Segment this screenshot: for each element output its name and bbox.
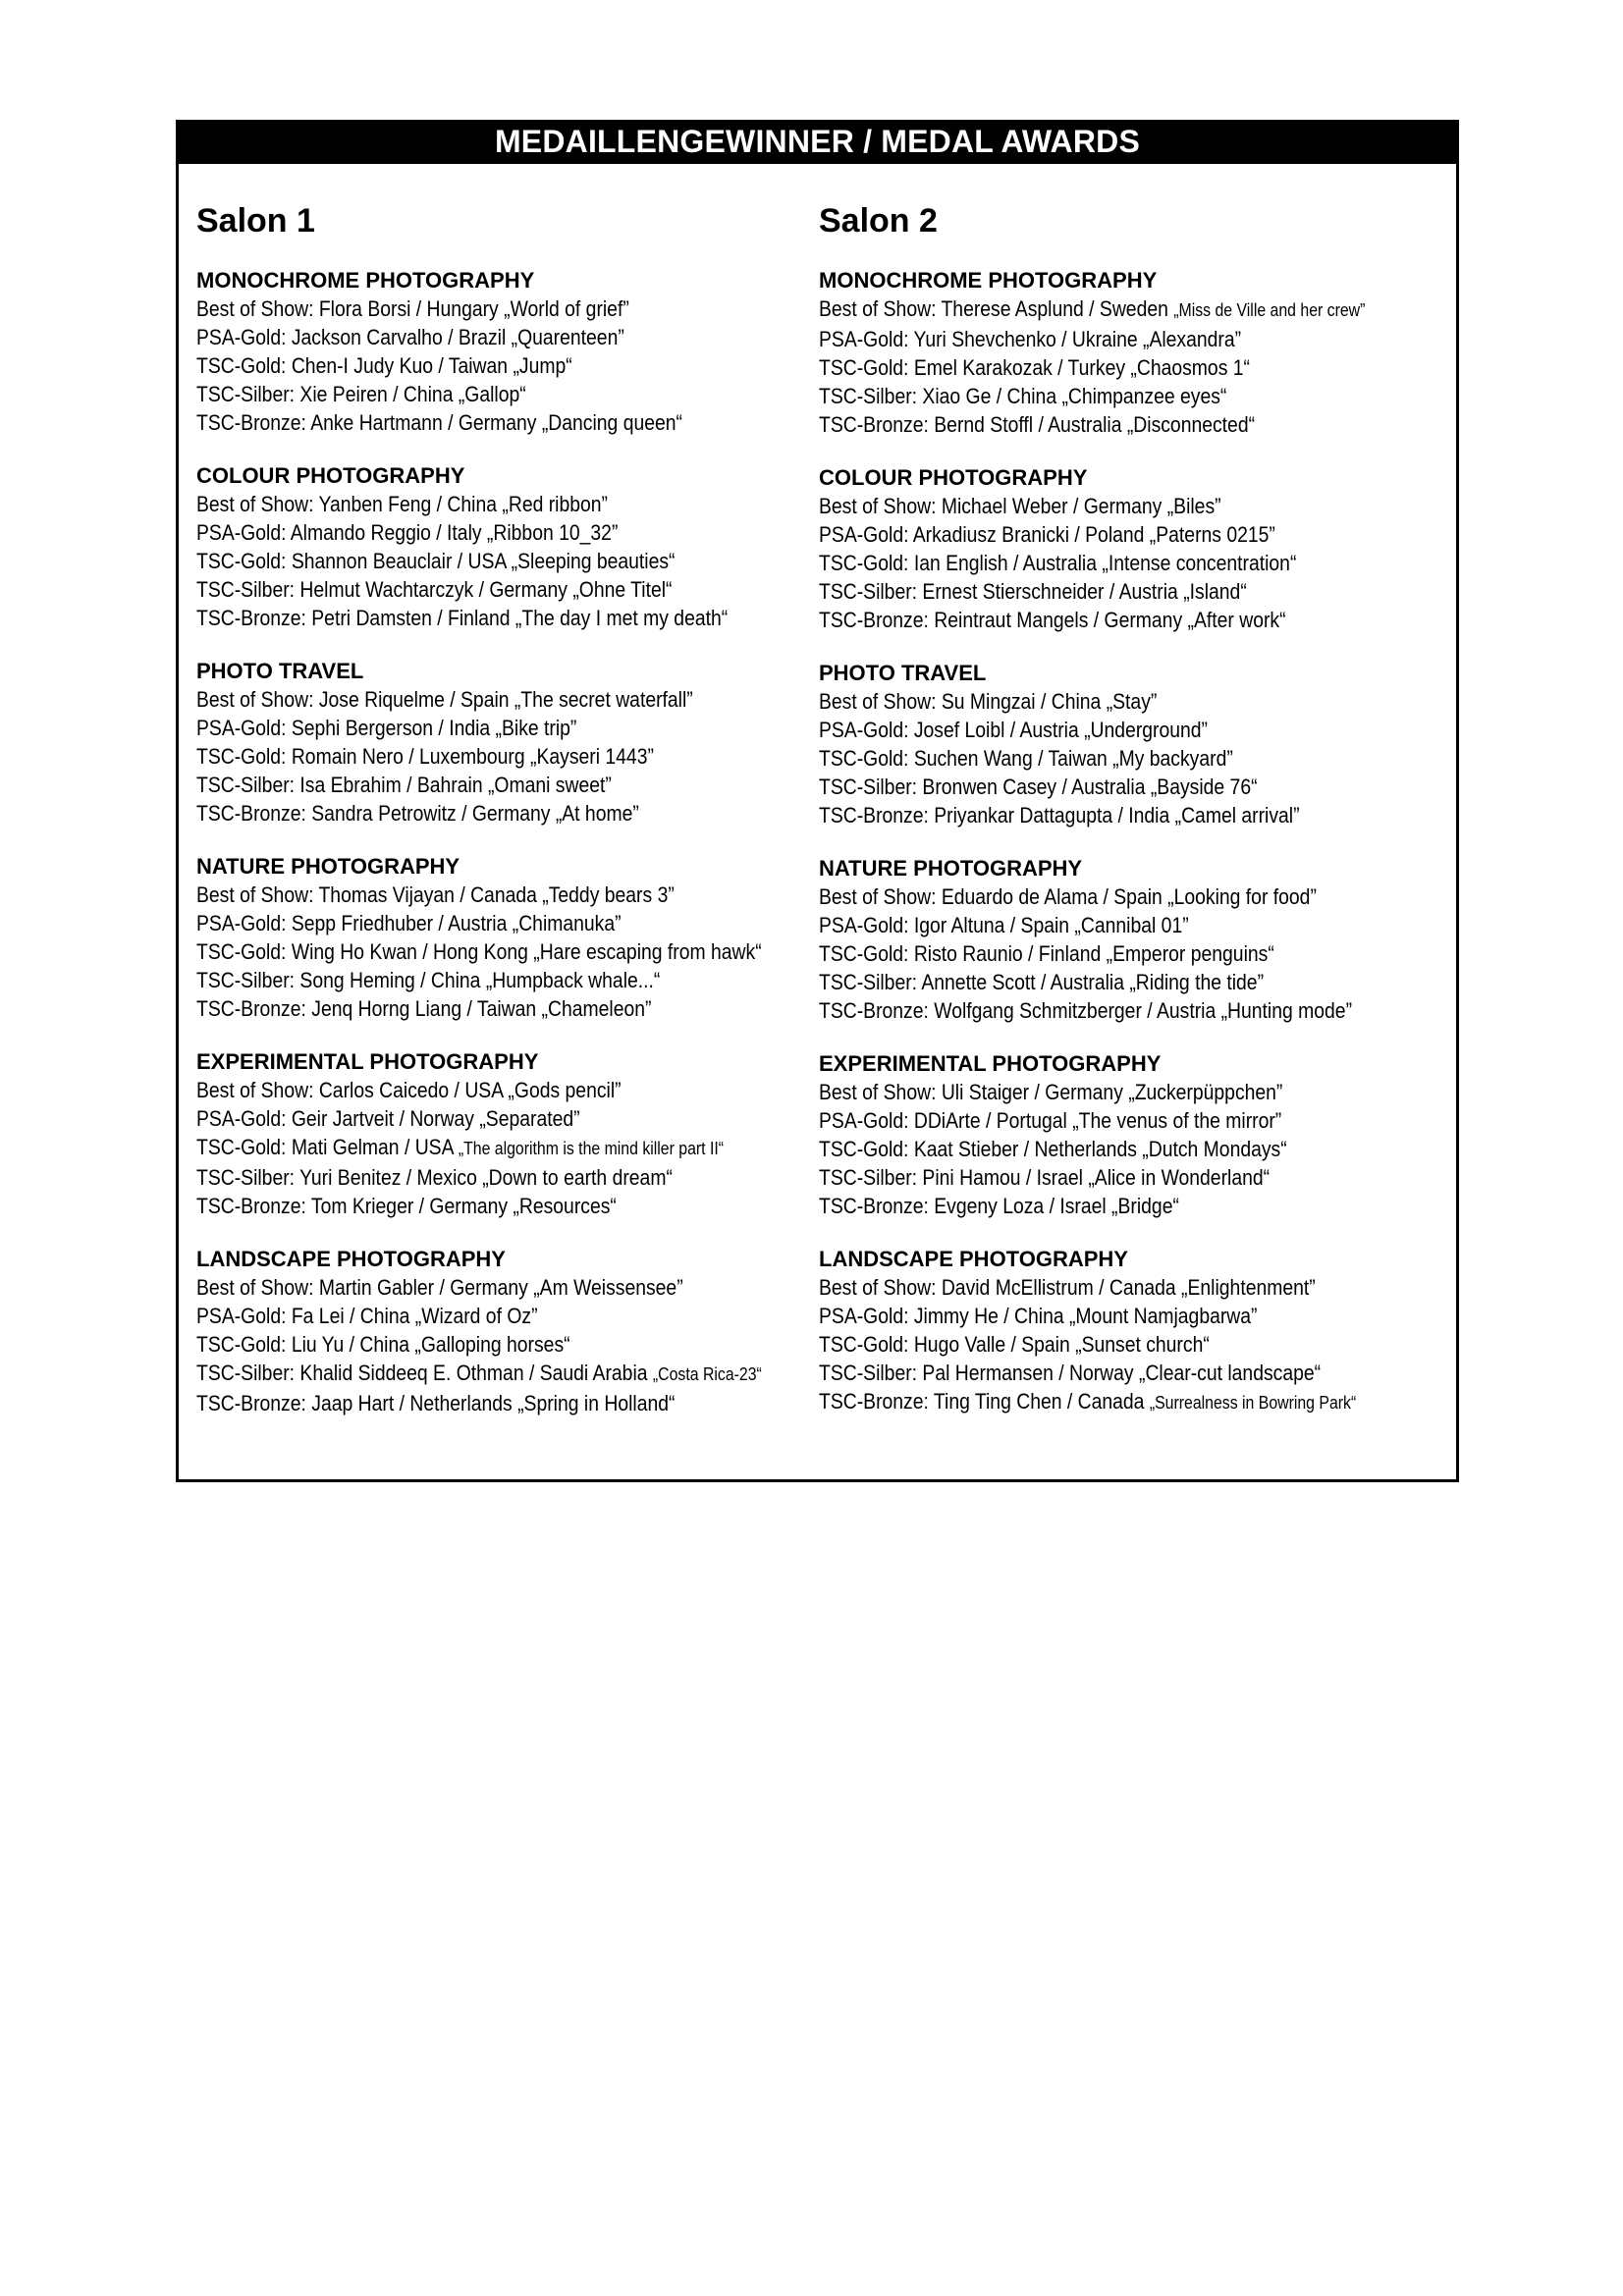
award-text: TSC-Gold: Wing Ho Kwan / Hong Kong „Hare escaping from hawk“ bbox=[196, 939, 762, 964]
award-text: Best of Show: Jose Riquelme / Spain „The secret waterfall” bbox=[196, 687, 693, 712]
medal-awards-box bbox=[176, 120, 1459, 1482]
award-category bbox=[819, 1049, 1447, 1220]
award-text: TSC-Gold: Liu Yu / China „Galloping horses“ bbox=[196, 1332, 570, 1357]
award-category bbox=[819, 266, 1447, 439]
award-line bbox=[196, 1133, 749, 1163]
award-text: TSC-Silber: Ernest Stierschneider / Austria „Island“ bbox=[819, 579, 1247, 604]
award-text: TSC-Gold: Mati Gelman / USA bbox=[196, 1135, 459, 1159]
salon-1-column bbox=[196, 201, 825, 1442]
category-title: COLOUR PHOTOGRAPHY bbox=[819, 465, 1088, 490]
award-category bbox=[196, 657, 825, 828]
award-text: TSC-Gold: Kaat Stieber / Netherlands „Dutch Mondays“ bbox=[819, 1137, 1287, 1161]
award-line bbox=[819, 1302, 1372, 1330]
award-title-small: „Surrealness in Bowring Park“ bbox=[1149, 1393, 1357, 1413]
award-text: TSC-Silber: Isa Ebrahim / Bahrain „Omani sweet” bbox=[196, 773, 612, 797]
award-text: TSC-Gold: Ian English / Australia „Intense concentration“ bbox=[819, 551, 1297, 575]
award-text: Best of Show: Flora Borsi / Hungary „World of grief” bbox=[196, 296, 629, 321]
award-line bbox=[819, 1192, 1372, 1220]
award-line bbox=[196, 547, 749, 575]
award-line bbox=[196, 1104, 749, 1133]
award-text: Best of Show: David McEllistrum / Canada „Enlightenment” bbox=[819, 1275, 1316, 1300]
award-line bbox=[196, 909, 749, 937]
award-line bbox=[819, 882, 1372, 911]
award-text: TSC-Silber: Pal Hermansen / Norway „Clear-cut landscape“ bbox=[819, 1361, 1322, 1385]
award-line bbox=[196, 323, 749, 351]
salon-heading: Salon 1 bbox=[196, 202, 315, 240]
award-text: TSC-Gold: Risto Raunio / Finland „Emperor penguins“ bbox=[819, 941, 1274, 966]
award-line bbox=[196, 1330, 749, 1359]
award-line bbox=[819, 549, 1372, 577]
award-text: TSC-Silber: Annette Scott / Australia „Riding the tide” bbox=[819, 970, 1265, 994]
award-line bbox=[196, 881, 749, 909]
award-line bbox=[819, 1359, 1372, 1387]
award-line bbox=[196, 685, 749, 714]
award-text: TSC-Bronze: Tom Krieger / Germany „Resources“ bbox=[196, 1194, 617, 1218]
award-text: PSA-Gold: Yuri Shevchenko / Ukraine „Alexandra” bbox=[819, 327, 1242, 351]
award-text: TSC-Gold: Suchen Wang / Taiwan „My backyard” bbox=[819, 746, 1233, 771]
award-line bbox=[819, 968, 1372, 996]
award-line bbox=[819, 1163, 1372, 1192]
award-line bbox=[819, 410, 1372, 439]
award-category bbox=[196, 1047, 825, 1220]
award-category bbox=[819, 854, 1447, 1025]
award-line bbox=[819, 1330, 1372, 1359]
award-line bbox=[819, 939, 1372, 968]
award-text: TSC-Silber: Khalid Siddeeq E. Othman / Saudi Arabia bbox=[196, 1361, 653, 1385]
award-line bbox=[196, 408, 749, 437]
award-text: TSC-Silber: Xiao Ge / China „Chimpanzee eyes“ bbox=[819, 384, 1227, 408]
award-line bbox=[196, 966, 749, 994]
award-line bbox=[819, 1078, 1372, 1106]
award-line bbox=[819, 577, 1372, 606]
award-text: PSA-Gold: Igor Altuna / Spain „Cannibal 01” bbox=[819, 913, 1189, 937]
award-text: Best of Show: Martin Gabler / Germany „Am Weissensee” bbox=[196, 1275, 683, 1300]
award-text: TSC-Gold: Hugo Valle / Spain „Sunset church“ bbox=[819, 1332, 1210, 1357]
award-line bbox=[196, 1389, 749, 1417]
award-text: TSC-Gold: Chen-I Judy Kuo / Taiwan „Jump“ bbox=[196, 353, 572, 378]
award-line bbox=[819, 687, 1372, 716]
award-category bbox=[196, 266, 825, 437]
award-text: Best of Show: Su Mingzai / China „Stay” bbox=[819, 689, 1158, 714]
award-text: TSC-Bronze: Priyankar Dattagupta / India „Camel arrival” bbox=[819, 803, 1300, 828]
award-line bbox=[819, 801, 1372, 829]
award-text: PSA-Gold: Fa Lei / China „Wizard of Oz” bbox=[196, 1304, 538, 1328]
award-line bbox=[196, 994, 749, 1023]
award-line bbox=[196, 1302, 749, 1330]
award-text: PSA-Gold: Josef Loibl / Austria „Underground” bbox=[819, 718, 1209, 742]
award-text: TSC-Bronze: Sandra Petrowitz / Germany „At home” bbox=[196, 801, 639, 826]
salon-2-column bbox=[819, 201, 1447, 1442]
title-bar bbox=[179, 123, 1456, 164]
award-category bbox=[819, 463, 1447, 634]
award-line bbox=[196, 714, 749, 742]
award-line bbox=[196, 771, 749, 799]
award-text: PSA-Gold: Jackson Carvalho / Brazil „Quarenteen” bbox=[196, 325, 624, 349]
category-title: EXPERIMENTAL PHOTOGRAPHY bbox=[196, 1049, 539, 1074]
award-text: TSC-Silber: Yuri Benitez / Mexico „Down to earth dream“ bbox=[196, 1165, 673, 1190]
award-line bbox=[196, 799, 749, 828]
award-category bbox=[819, 1245, 1447, 1417]
award-line bbox=[196, 294, 749, 323]
award-line bbox=[819, 773, 1372, 801]
award-text: TSC-Gold: Shannon Beauclair / USA „Sleeping beauties“ bbox=[196, 549, 676, 573]
award-title-small: „Costa Rica-23“ bbox=[652, 1364, 762, 1384]
award-category bbox=[196, 1245, 825, 1417]
award-text: PSA-Gold: Sepp Friedhuber / Austria „Chimanuka” bbox=[196, 911, 622, 935]
award-line bbox=[819, 1106, 1372, 1135]
award-line bbox=[819, 716, 1372, 744]
award-text: PSA-Gold: Arkadiusz Branicki / Poland „Paterns 0215” bbox=[819, 522, 1275, 547]
award-line bbox=[196, 380, 749, 408]
award-line bbox=[196, 1192, 749, 1220]
award-line bbox=[819, 996, 1372, 1025]
category-title: MONOCHROME PHOTOGRAPHY bbox=[819, 268, 1158, 293]
award-text: Best of Show: Thomas Vijayan / Canada „Teddy bears 3” bbox=[196, 882, 675, 907]
award-text: Best of Show: Uli Staiger / Germany „Zuckerpüppchen” bbox=[819, 1080, 1283, 1104]
award-line bbox=[819, 492, 1372, 520]
award-text: TSC-Gold: Romain Nero / Luxembourg „Kayseri 1443” bbox=[196, 744, 654, 769]
award-text: Best of Show: Eduardo de Alama / Spain „Looking for food” bbox=[819, 884, 1317, 909]
category-title: NATURE PHOTOGRAPHY bbox=[196, 854, 460, 879]
award-title-small: „The algorithm is the mind killer part II“ bbox=[458, 1139, 725, 1158]
award-text: PSA-Gold: DDiArte / Portugal „The venus of the mirror” bbox=[819, 1108, 1282, 1133]
award-line bbox=[196, 1359, 762, 1389]
category-title: COLOUR PHOTOGRAPHY bbox=[196, 463, 465, 488]
award-text: Best of Show: Carlos Caicedo / USA „Gods pencil” bbox=[196, 1078, 622, 1102]
award-line bbox=[819, 1135, 1372, 1163]
award-category bbox=[196, 461, 825, 632]
category-title: EXPERIMENTAL PHOTOGRAPHY bbox=[819, 1051, 1162, 1076]
award-text: Best of Show: Michael Weber / Germany „Biles” bbox=[819, 494, 1221, 518]
award-line bbox=[196, 1273, 749, 1302]
award-text: TSC-Bronze: Wolfgang Schmitzberger / Austria „Hunting mode” bbox=[819, 998, 1353, 1023]
award-line bbox=[819, 353, 1372, 382]
award-line bbox=[196, 575, 749, 604]
award-line bbox=[196, 351, 749, 380]
award-category bbox=[196, 852, 825, 1023]
award-line bbox=[196, 490, 749, 518]
award-text: PSA-Gold: Sephi Bergerson / India „Bike trip” bbox=[196, 716, 577, 740]
award-text: TSC-Silber: Bronwen Casey / Australia „Bayside 76“ bbox=[819, 774, 1258, 799]
award-line bbox=[819, 382, 1372, 410]
award-line bbox=[819, 911, 1372, 939]
award-text: PSA-Gold: Geir Jartveit / Norway „Separated” bbox=[196, 1106, 580, 1131]
award-text: TSC-Silber: Xie Peiren / China „Gallop“ bbox=[196, 382, 526, 406]
award-text: Best of Show: Therese Asplund / Sweden bbox=[819, 296, 1174, 321]
award-line bbox=[819, 1273, 1372, 1302]
award-text: TSC-Bronze: Ting Ting Chen / Canada bbox=[819, 1389, 1150, 1414]
category-title: MONOCHROME PHOTOGRAPHY bbox=[196, 268, 535, 293]
award-line bbox=[819, 325, 1372, 353]
award-text: TSC-Bronze: Reintraut Mangels / Germany „After work“ bbox=[819, 608, 1286, 632]
award-text: PSA-Gold: Almando Reggio / Italy „Ribbon 10_32” bbox=[196, 520, 619, 545]
award-text: TSC-Bronze: Anke Hartmann / Germany „Dancing queen“ bbox=[196, 410, 682, 435]
award-text: TSC-Silber: Pini Hamou / Israel „Alice in Wonderland“ bbox=[819, 1165, 1271, 1190]
award-text: TSC-Bronze: Petri Damsten / Finland „The day I met my death“ bbox=[196, 606, 729, 630]
category-title: NATURE PHOTOGRAPHY bbox=[819, 856, 1083, 881]
category-title: PHOTO TRAVEL bbox=[196, 659, 364, 683]
award-line bbox=[196, 1076, 749, 1104]
award-line bbox=[196, 604, 749, 632]
award-text: TSC-Silber: Helmut Wachtarczyk / Germany „Ohne Titel“ bbox=[196, 577, 673, 602]
award-line bbox=[819, 606, 1372, 634]
page-title: MEDAILLENGEWINNER / MEDAL AWARDS bbox=[494, 124, 1141, 159]
award-text: TSC-Bronze: Jaap Hart / Netherlands „Spring in Holland“ bbox=[196, 1391, 676, 1415]
award-text: TSC-Bronze: Bernd Stoffl / Australia „Disconnected“ bbox=[819, 412, 1256, 437]
award-text: TSC-Bronze: Evgeny Loza / Israel „Bridge“ bbox=[819, 1194, 1179, 1218]
award-line bbox=[819, 1387, 1372, 1417]
award-category bbox=[819, 659, 1447, 829]
category-title: LANDSCAPE PHOTOGRAPHY bbox=[196, 1247, 506, 1271]
award-line bbox=[196, 742, 749, 771]
award-line bbox=[819, 744, 1372, 773]
category-title: PHOTO TRAVEL bbox=[819, 661, 987, 685]
award-text: TSC-Bronze: Jenq Horng Liang / Taiwan „Chameleon” bbox=[196, 996, 652, 1021]
award-text: TSC-Silber: Song Heming / China „Humpback whale...“ bbox=[196, 968, 661, 992]
category-title: LANDSCAPE PHOTOGRAPHY bbox=[819, 1247, 1128, 1271]
award-line bbox=[196, 937, 762, 966]
award-title-small: „Miss de Ville and her crew” bbox=[1173, 300, 1366, 320]
award-line bbox=[819, 294, 1372, 325]
salon-heading: Salon 2 bbox=[819, 202, 938, 240]
award-line bbox=[196, 518, 749, 547]
award-text: Best of Show: Yanben Feng / China „Red ribbon” bbox=[196, 492, 609, 516]
award-text: TSC-Gold: Emel Karakozak / Turkey „Chaosmos 1“ bbox=[819, 355, 1250, 380]
award-line bbox=[196, 1163, 749, 1192]
award-line bbox=[819, 520, 1372, 549]
award-text: PSA-Gold: Jimmy He / China „Mount Namjagbarwa” bbox=[819, 1304, 1258, 1328]
